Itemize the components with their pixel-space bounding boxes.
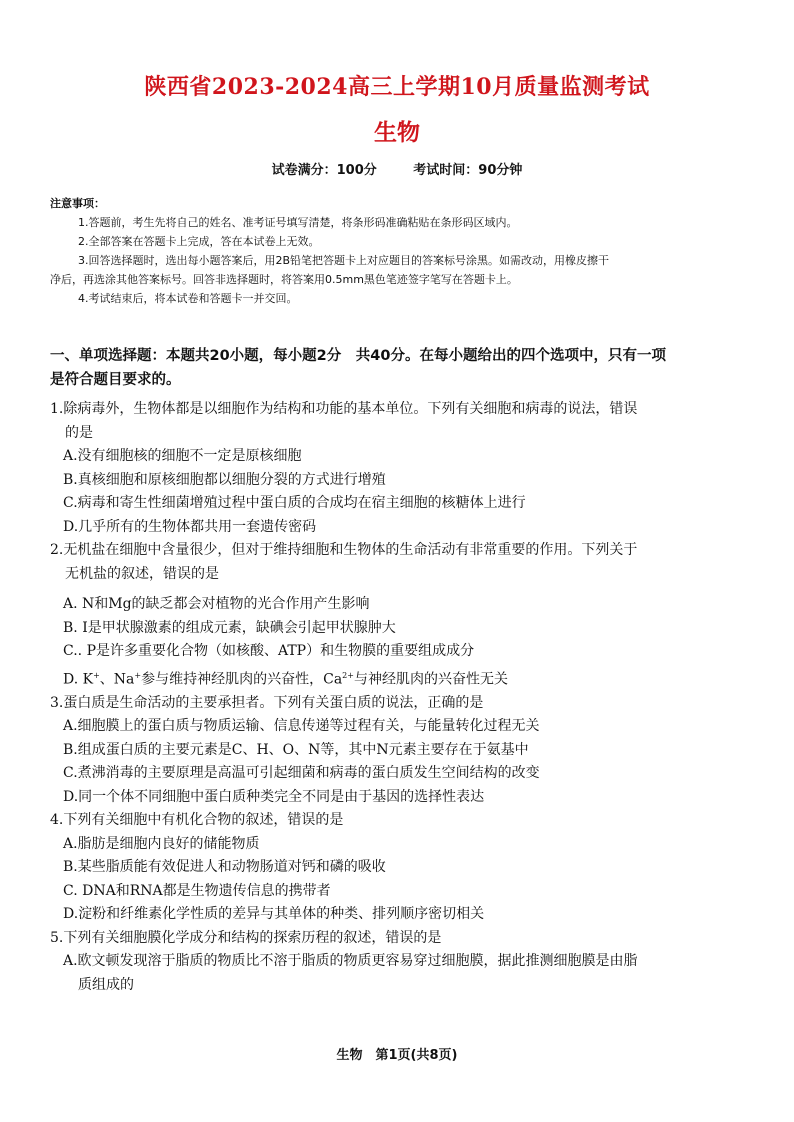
question-2-stem-cont: 无机盐的叙述，错误的是 (65, 565, 219, 582)
q4-option-b: B.某些脂质能有效促进人和动物肠道对钙和磷的吸收 (63, 859, 386, 876)
subject-title: 生物 (374, 119, 420, 146)
q5-option-a-cont: 质组成的 (78, 976, 134, 993)
note-item: 净后，再选涂其他答案标号。回答非选择题时，将答案用0.5mm黑色笔迹签字笔写在答题卡上。 (50, 273, 518, 286)
q1-option-b: B.真核细胞和原核细胞都以细胞分裂的方式进行增殖 (63, 471, 386, 488)
q2-d-part-c: 参与维持神经肌肉的兴奋性，Ca (141, 671, 343, 688)
q3-option-b: B.组成蛋白质的主要元素是C、H、O、N等，其中N元素主要存在于氨基中 (63, 741, 529, 758)
q3-option-d: D.同一个体不同细胞中蛋白质种类完全不同是由于基因的选择性表达 (63, 788, 485, 805)
q2-d-part-d: 与神经肌肉的兴奋性无关 (353, 671, 508, 688)
note-item: 3.回答选择题时，选出每小题答案后，用2B铅笔把答题卡上对应题目的答案标号涂黑。如需改动，用橡皮擦干 (78, 254, 610, 267)
q2-option-c: C.. P是许多重要化合物（如核酸、ATP）和生物膜的重要组成成分 (63, 643, 475, 659)
q2-option-b: B. I是甲状腺激素的组成元素，缺碘会引起甲状腺肿大 (63, 619, 396, 636)
full-score: 试卷满分：100分 (271, 163, 377, 178)
question-1-stem-cont: 的是 (65, 424, 93, 441)
q4-option-a: A.脂肪是细胞内良好的储能物质 (63, 835, 260, 852)
question-5-stem: 5.下列有关细胞膜化学成分和结构的探索历程的叙述，错误的是 (50, 929, 442, 946)
question-4-stem: 4.下列有关细胞中有机化合物的叙述，错误的是 (50, 812, 344, 829)
exam-time: 考试时间：90分钟 (413, 163, 523, 178)
q1-option-d: D.几乎所有的生物体都共用一套遗传密码 (63, 518, 317, 535)
note-item: 4.考试结束后，将本试卷和答题卡一并交回。 (78, 292, 298, 305)
page-footer: 生物 第1页(共8页) (336, 1048, 458, 1063)
notes-heading: 注意事项： (50, 197, 105, 210)
q5-option-a: A.欧文顿发现溶于脂质的物质比不溶于脂质的物质更容易穿过细胞膜，据此推测细胞膜是由脂 (63, 953, 638, 970)
q2-d-part-b: 、Na (99, 671, 135, 688)
q3-option-c: C.煮沸消毒的主要原理是高温可引起细菌和病毒的蛋白质发生空间结构的改变 (63, 765, 540, 782)
q4-option-c: C. DNA和RNA都是生物遗传信息的携带者 (63, 882, 331, 899)
q2-d-sup-b: + (134, 670, 142, 680)
section-line-2: 是符合题目要求的。 (50, 372, 181, 388)
q2-option-d (50, 664, 750, 692)
q3-option-a: A.细胞膜上的蛋白质与物质运输、信息传递等过程有关，与能量转化过程无关 (63, 718, 540, 735)
q4-option-d: D.淀粉和纤维素化学性质的差异与其单体的种类、排列顺序密切相关 (63, 906, 485, 923)
q2-option-a: A. N和Mg的缺乏都会对植物的光合作用产生影响 (63, 596, 370, 612)
section-line-1: 一、单项选择题：本题共20小题，每小题2分 共40分。在每小题给出的四个选项中，只有一项 (50, 348, 666, 364)
q1-option-c: C.病毒和寄生性细菌增殖过程中蛋白质的合成均在宿主细胞的核糖体上进行 (63, 495, 526, 511)
notes-block (50, 194, 750, 308)
q2-d-sup-a: + (93, 670, 100, 680)
questions (50, 398, 750, 997)
exam-meta (0, 159, 794, 178)
q1-option-a: A.没有细胞核的细胞不一定是原核细胞 (63, 448, 302, 464)
exam-title: 陕西省2023-2024高三上学期10月质量监测考试 (144, 74, 650, 100)
section-heading (50, 344, 750, 392)
question-1-stem: 1.除病毒外，生物体都是以细胞作为结构和功能的基本单位。下列有关细胞和病毒的说法，错误 (50, 401, 638, 417)
q2-d-part-a: D. K (63, 671, 94, 688)
question-3-stem: 3.蛋白质是生命活动的主要承担者。下列有关蛋白质的说法，正确的是 (50, 694, 484, 711)
question-2-stem: 2.无机盐在细胞中含量很少，但对于维持细胞和生物体的生命活动有非常重要的作用。下列关于 (50, 542, 638, 558)
note-item: 1.答题前，考生先将自己的姓名、准考证号填写清楚，将条形码准确粘贴在条形码区域内。 (78, 216, 518, 229)
note-item: 2.全部答案在答题卡上完成，答在本试卷上无效。 (78, 235, 320, 248)
q2-d-sup-c: 2+ (342, 670, 354, 680)
